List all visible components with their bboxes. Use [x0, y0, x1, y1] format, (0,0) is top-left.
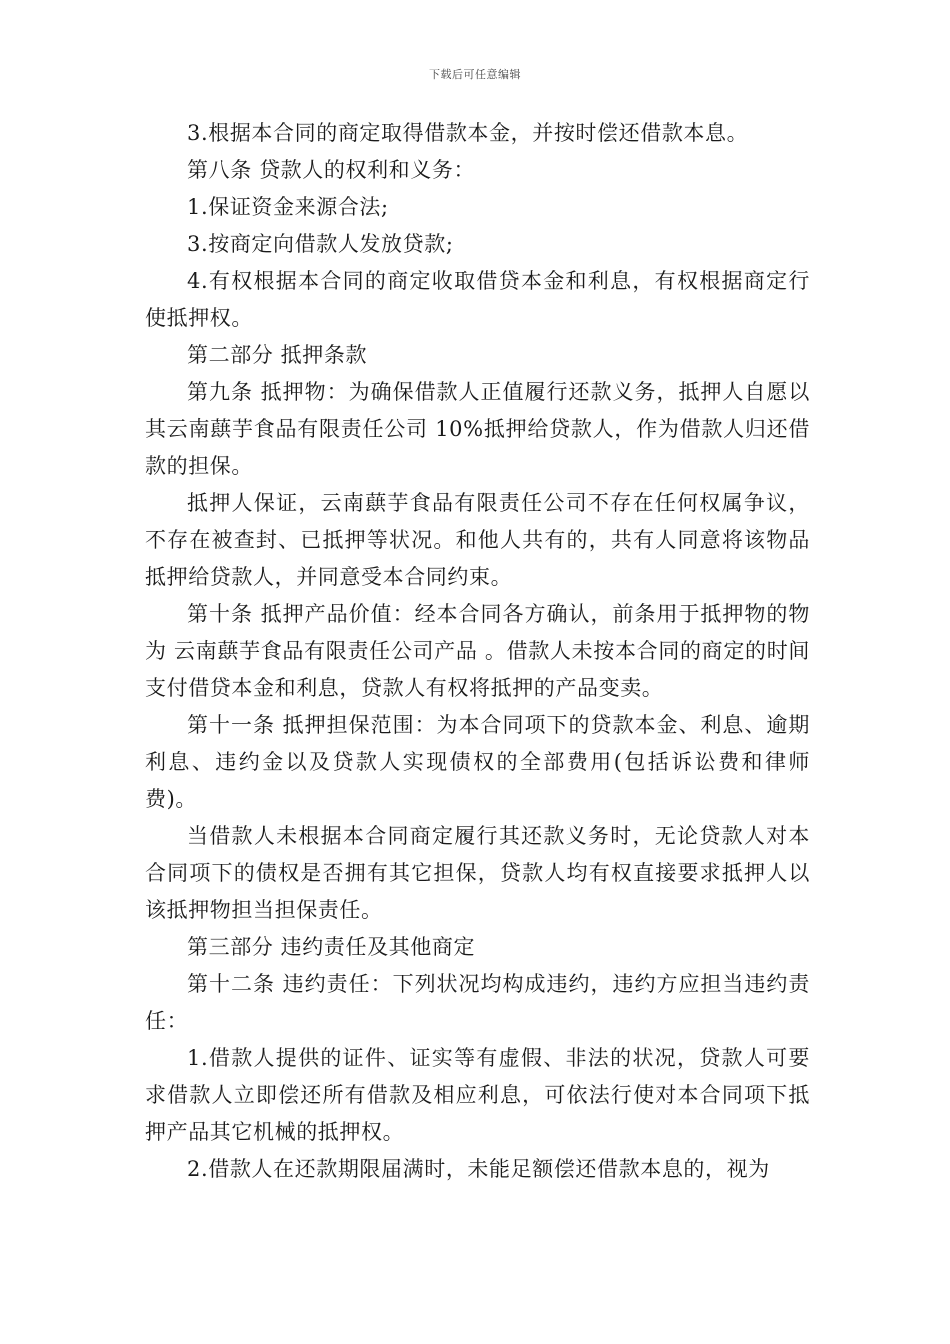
section-heading: 第三部分 违约责任及其他商定 [187, 935, 476, 959]
section-heading: 第八条 贷款人的权利和义务： [187, 158, 476, 182]
paragraph: 3.按商定向借款人发放贷款; [187, 232, 454, 256]
paragraph: 2.借款人在还款期限届满时，未能足额偿还借款本息的，视为 [187, 1157, 770, 1181]
paragraph: 第十条 抵押产品价值：经本合同各方确认，前条用于抵押物的物为 云南蕻芋食品有限责任公司产品 。借款人未按本合同的商定的时间支付借贷本金和利息，贷款人有权将抵押的产品变卖。 [145, 602, 810, 700]
paragraph: 1.借款人提供的证件、证实等有虚假、非法的状况，贷款人可要求借款人立即偿还所有借款及相应利息，可依法行使对本合同项下抵押产品其它机械的抵押权。 [145, 1046, 810, 1144]
page-header: 下载后可任意编辑 [429, 68, 521, 81]
paragraph: 第九条 抵押物：为确保借款人正值履行还款义务，抵押人自愿以其云南蕻芋食品有限责任公司 10%抵押给贷款人，作为借款人归还借款的担保。 [145, 380, 810, 478]
paragraph: 当借款人未根据本合同商定履行其还款义务时，无论贷款人对本合同项下的债权是否拥有其它担保，贷款人均有权直接要求抵押人以该抵押物担当担保责任。 [145, 824, 810, 922]
paragraph: 抵押人保证，云南蕻芋食品有限责任公司不存在任何权属争议，不存在被查封、已抵押等状况。和他人共有的，共有人同意将该物品抵押给贷款人，并同意受本合同约束。 [145, 491, 810, 589]
paragraph: 第十二条 违约责任：下列状况均构成违约，违约方应担当违约责任： [145, 972, 810, 1033]
paragraph: 4.有权根据本合同的商定收取借贷本金和利息，有权根据商定行使抵押权。 [145, 269, 810, 330]
paragraph: 第十一条 抵押担保范围：为本合同项下的贷款本金、利息、逾期利息、违约金以及贷款人实现债权的全部费用(包括诉讼费和律师费)。 [145, 713, 810, 811]
paragraph: 1.保证资金来源合法; [187, 195, 389, 219]
document-body [145, 115, 810, 1188]
section-heading: 第二部分 抵押条款 [187, 343, 368, 367]
paragraph: 3.根据本合同的商定取得借款本金，并按时偿还借款本息。 [187, 121, 749, 145]
